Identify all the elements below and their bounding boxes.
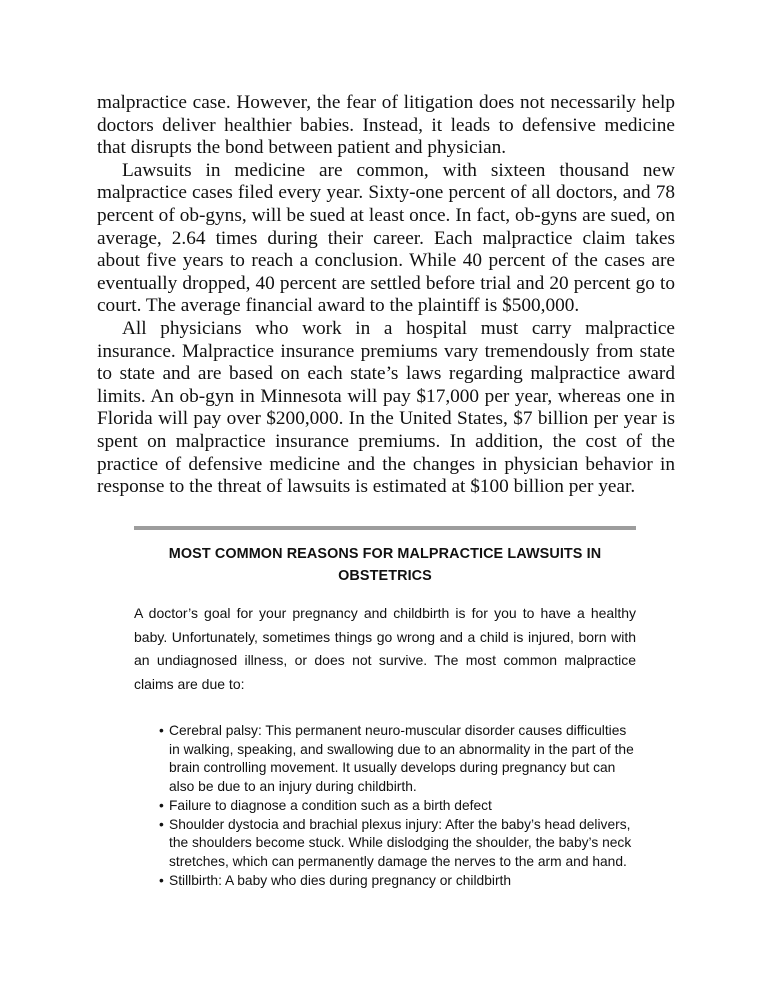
list-item: • Failure to diagnose a condition such as a birth defect [159,797,636,816]
list-item: • Stillbirth: A baby who dies during pregnancy or childbirth [159,872,636,891]
sidebar-divider [134,526,636,530]
sidebar-intro: A doctor’s goal for your pregnancy and childbirth is for you to have a healthy baby. Unfortunately, sometimes things go wrong and a child is injured, born with an undiagnosed illness, or does not survive. The most common malpractice claims are due to: [134,605,636,692]
sidebar-title: MOST COMMON REASONS FOR MALPRACTICE LAWSUITS IN OBSTETRICS [168,546,602,584]
main-body-text [97,92,675,499]
body-paragraph: Lawsuits in medicine are common, with sixteen thousand new malpractice cases filed every year. Sixty-one percent of all doctors, and 78 percent of ob-gyns, will be sued at least once. In fact, ob-gyns are sued, on average, 2.64 times during their career. Each malpractice claim takes about five years to reach a conclusion. While 40 percent of the cases are eventually dropped, 40 percent are settled before trial and 20 percent go to court. The average financial award to the plaintiff is $500,000. [97,159,675,317]
list-item: • Shoulder dystocia and brachial plexus injury: After the baby’s head delivers, the shoulders become stuck. While dislodging the shoulder, the baby’s neck stretches, which can permanently damage the nerves to the arm and hand. [159,816,636,872]
body-paragraph: malpractice case. However, the fear of litigation does not necessarily help doctors deliver healthier babies. Instead, it leads to defensive medicine that disrupts the bond between patient and physician. [97,92,675,159]
list-item: • Cerebral palsy: This permanent neuro-muscular disorder causes difficulties in walking, speaking, and swallowing due to an abnormality in the part of the brain controlling movement. It usually develops during pregnancy but can also be due to an injury during childbirth. [159,722,636,797]
reason-list [134,722,636,890]
sidebar-box [134,543,636,890]
body-paragraph: All physicians who work in a hospital must carry malpractice insurance. Malpractice insurance premiums vary tremendously from state to state and are based on each state’s laws regarding malpractice award limits. An ob-gyn in Minnesota will pay $17,000 per year, whereas one in Florida will pay over $200,000. In the United States, $7 billion per year is spent on malpractice insurance premiums. In addition, the cost of the practice of defensive medicine and the changes in physician behavior in response to the threat of lawsuits is estimated at $100 billion per year. [97,317,675,498]
